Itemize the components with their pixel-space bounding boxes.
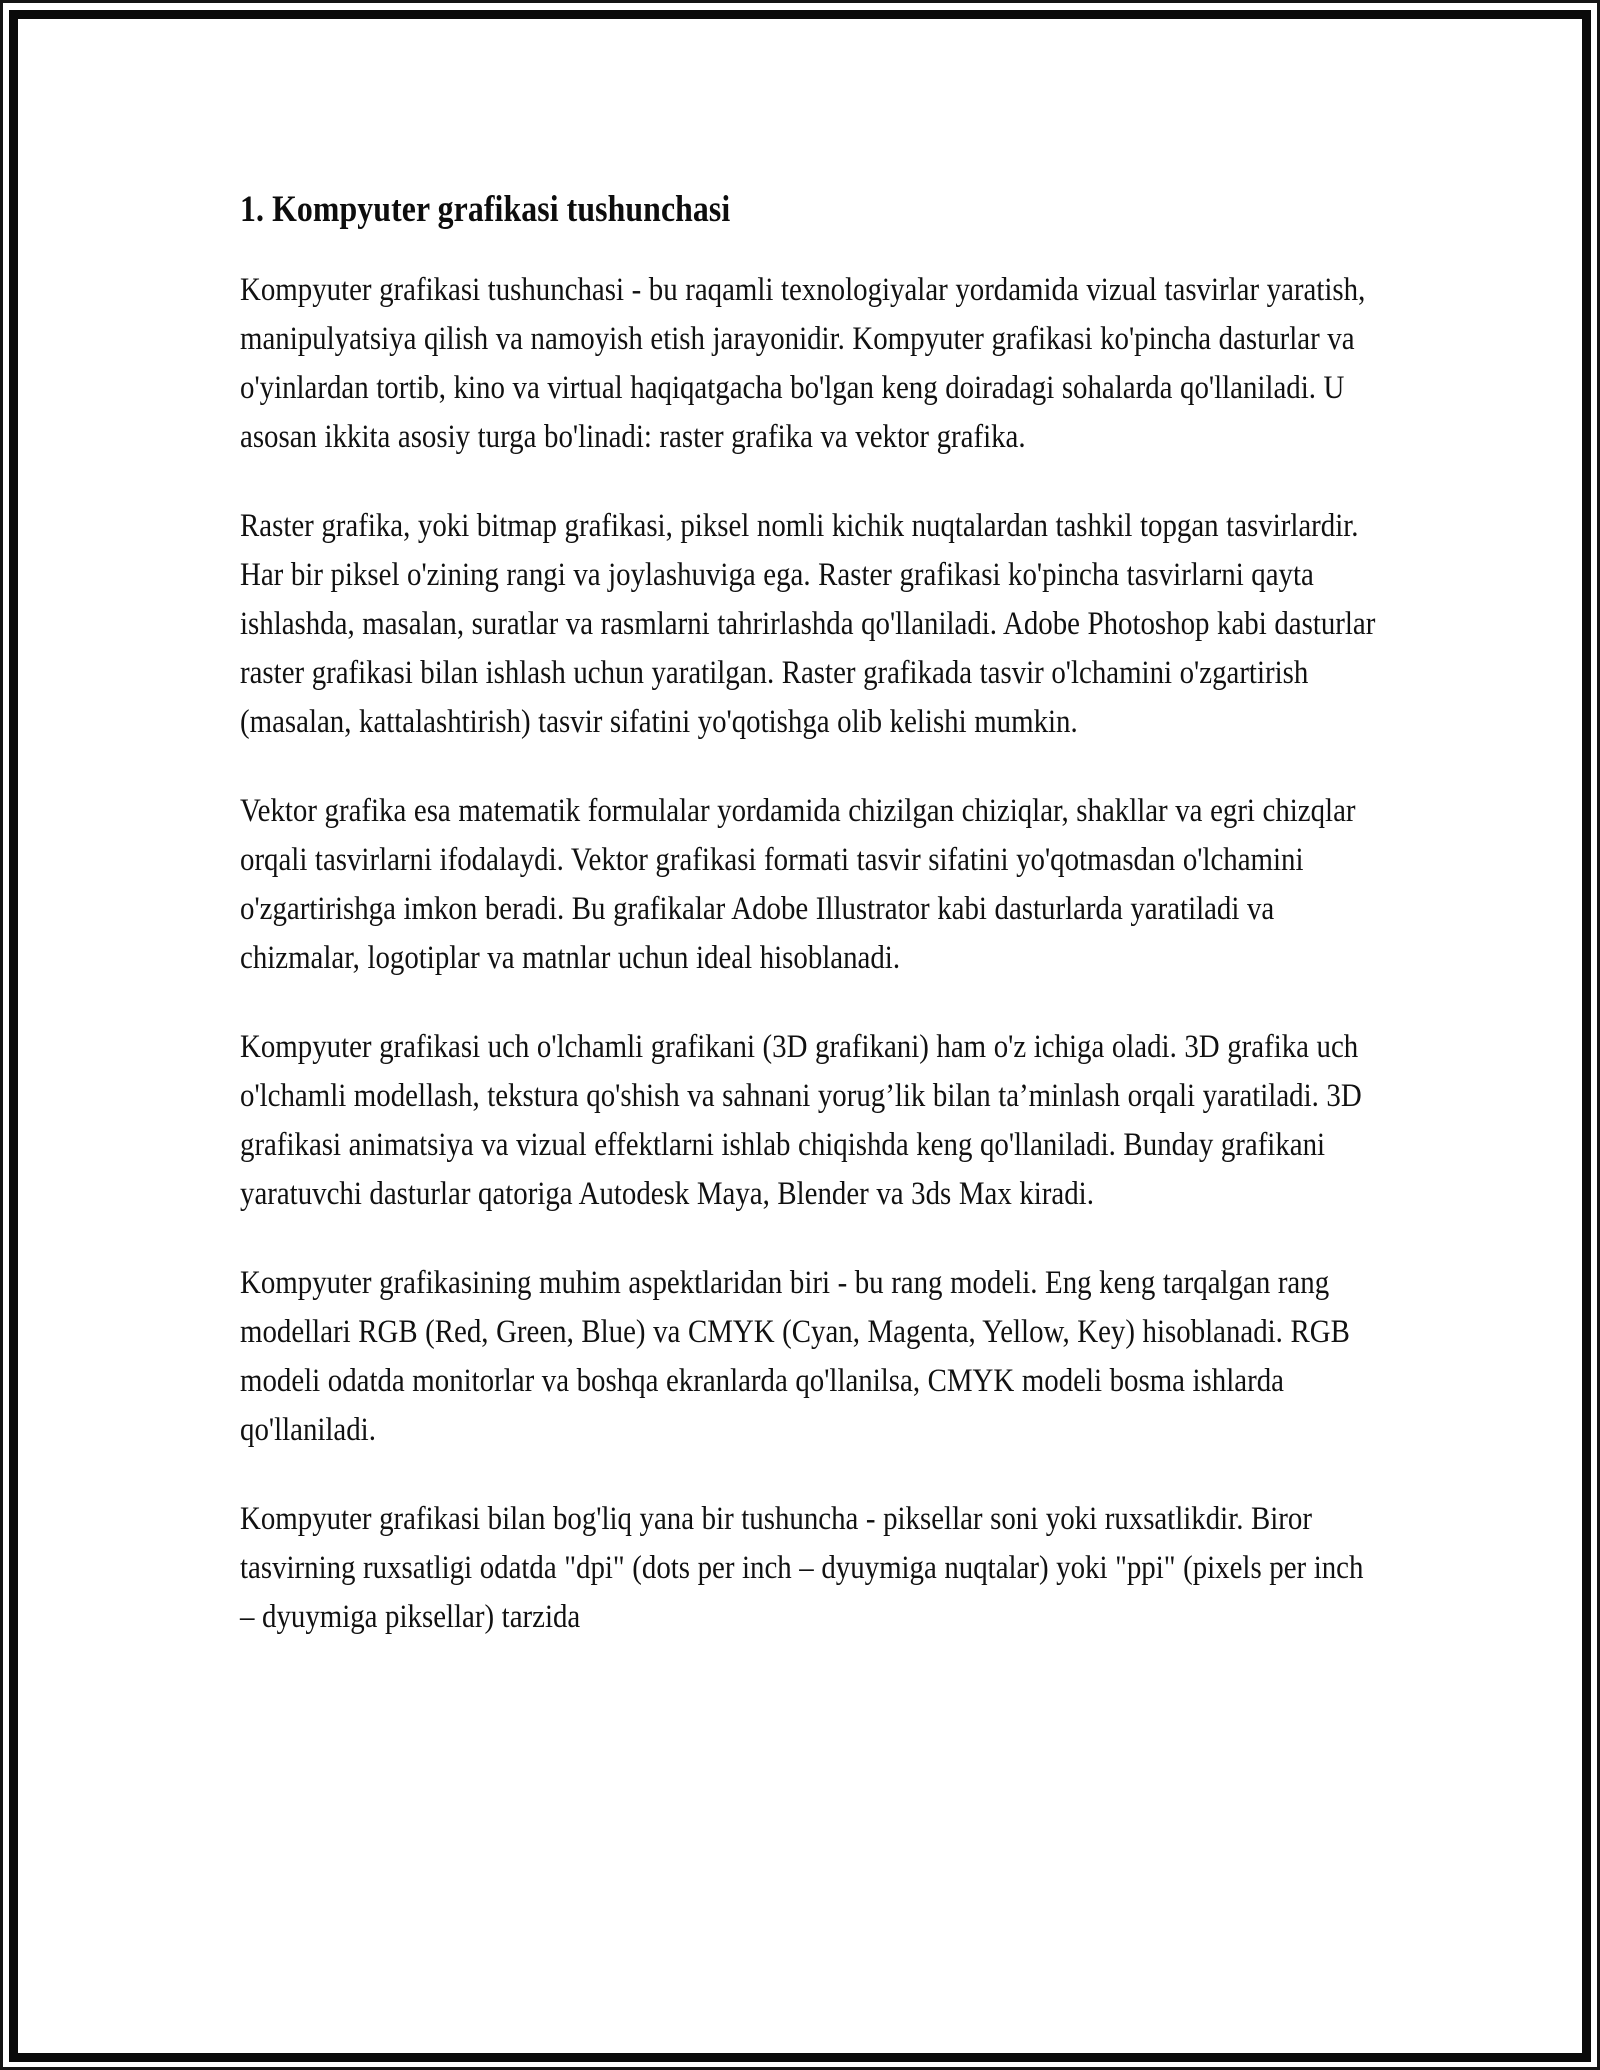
paragraph-vektor-grafika: Vektor grafika esa matematik formulalar yordamida chizilgan chiziqlar, shakllar va egri chizqlar orqali tasvirlarni ifodalaydi. Vektor grafikasi formati tasvir sifatini yo'qotmasdan o'lchamini o'zgartirishga imkon beradi. Bu grafikalar Adobe Illustrator kabi dasturlarda yaratiladi va chizmalar, logotiplar va matnlar uchun ideal hisoblanadi. — [240, 793, 1356, 977]
document-body — [240, 187, 1380, 1642]
page-sheet — [18, 19, 1582, 2053]
page-scan-frame — [9, 10, 1591, 2062]
page-title: 1. Kompyuter grafikasi tushunchasi — [240, 189, 731, 230]
paragraph-intro: Kompyuter grafikasi tushunchasi - bu raqamli texnologiyalar yordamida vizual tasvirlar yaratish, manipulyatsiya qilish va namoyish etish jarayonidir. Kompyuter grafikasi ko'pincha dasturlar va o'yinlardan tortib, kino va virtual haqiqatgacha bo'lgan keng doiradagi sohalarda qo'llaniladi. U asosan ikkita asosiy turga bo'linadi: raster grafika va vektor grafika. — [240, 272, 1366, 456]
paragraph-raster-grafika: Raster grafika, yoki bitmap grafikasi, piksel nomli kichik nuqtalardan tashkil topgan tasvirlardir. Har bir piksel o'zining rangi va joylashuviga ega. Raster grafikasi ko'pincha tasvirlarni qayta ishlashda, masalan, suratlar va rasmlarni tahrirlashda qo'llaniladi. Adobe Photoshop kabi dasturlar raster grafikasi bilan ishlash uchun yaratilgan. Raster grafikada tasvir o'lchamini o'zgartirish (masalan, kattalashtirish) tasvir sifatini yo'qotishga olib kelishi mumkin. — [240, 508, 1376, 741]
paragraph-rang-modeli: Kompyuter grafikasining muhim aspektlaridan biri - bu rang modeli. Eng keng tarqalgan rang modellari RGB (Red, Green, Blue) va CMYK (Cyan, Magenta, Yellow, Key) hisoblanadi. RGB modeli odatda monitorlar va boshqa ekranlarda qo'llanilsa, CMYK modeli bosma ishlarda qo'llaniladi. — [240, 1265, 1350, 1449]
paragraph-3d-grafika: Kompyuter grafikasi uch o'lchamli grafikani (3D grafikani) ham o'z ichiga oladi. 3D grafika uch o'lchamli modellash, tekstura qo'shish va sahnani yorug’lik bilan ta’minlash orqali yaratiladi. 3D grafikasi animatsiya va vizual effektlarni ishlab chiqishda keng qo'llaniladi. Bunday grafikani yaratuvchi dasturlar qatoriga Autodesk Maya, Blender va 3ds Max kiradi. — [240, 1029, 1362, 1213]
paragraph-ruxsatlik-dpi-ppi: Kompyuter grafikasi bilan bog'liq yana bir tushuncha - piksellar soni yoki ruxsatlikdir. Biror tasvirning ruxsatligi odatda "dpi" (dots per inch – dyuymiga nuqtalar) yoki "ppi" (pixels per inch – dyuymiga piksellar) tarzida — [240, 1501, 1364, 1636]
